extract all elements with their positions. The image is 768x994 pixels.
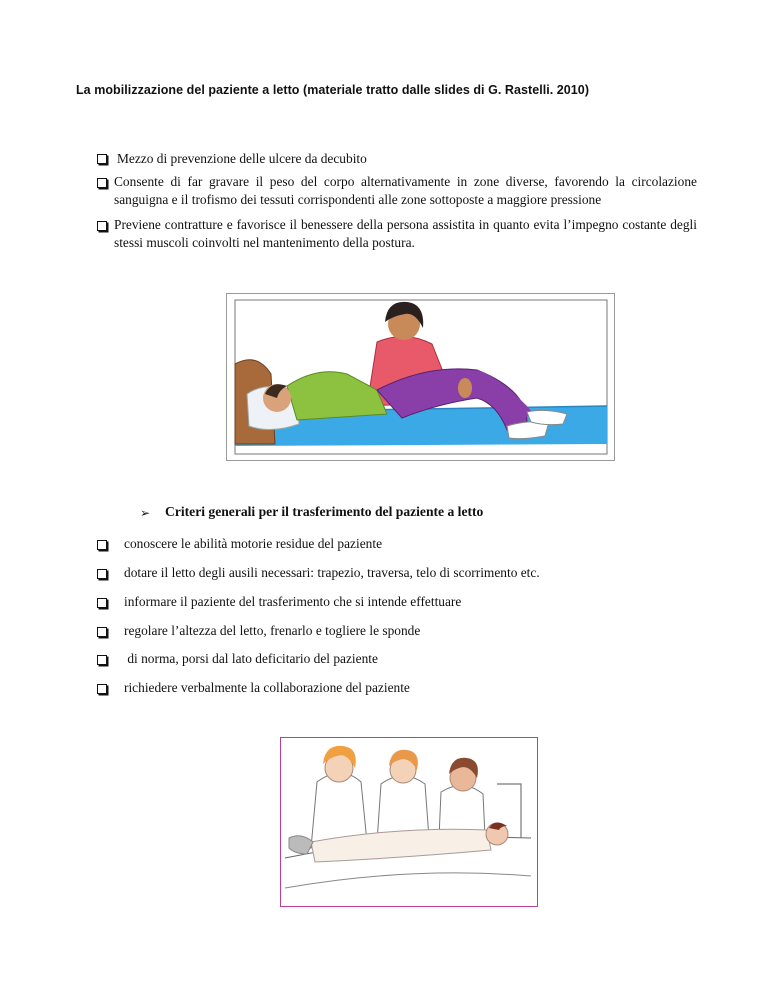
illustration-three-caregivers — [281, 738, 536, 905]
checkbox-icon — [97, 598, 107, 608]
checkbox-icon — [97, 154, 107, 164]
criteria-item: regolare l’altezza del letto, frenarlo e togliere le sponde — [124, 623, 421, 638]
criteria-item: informare il paziente del trasferimento che si intende effettuare — [124, 594, 462, 609]
criteria-item: dotare il letto degli ausili necessari: trapezio, traversa, telo di scorrimento etc. — [124, 565, 540, 580]
page-title: La mobilizzazione del paziente a letto (materiale tratto dalle slides di G. Rastelli. 2010) — [76, 83, 590, 97]
checkbox-icon — [97, 178, 107, 188]
criteria-item: di norma, porsi dal lato deficitario del paziente — [124, 651, 378, 666]
intro-item: Consente di far gravare il peso del corpo alternativamente in zone diverse, favorendo la circolazione sanguigna e il trofismo dei tessuti corrispondenti alle zone sottoposte a maggiore pressione — [114, 174, 697, 207]
checkbox-icon — [97, 627, 107, 637]
intro-item: Previene contratture e favorisce il benessere della persona assistita in quanto evita l’impegno costante degli stessi muscoli coinvolti nel mantenimento della postura. — [114, 217, 697, 250]
intro-item: Mezzo di prevenzione delle ulcere da decubito — [117, 151, 367, 166]
illustration-caregiver-knees — [227, 294, 614, 460]
section-heading: Criteri generali per il trasferimento del paziente a letto — [165, 504, 484, 519]
checkbox-icon — [97, 569, 107, 579]
checkbox-icon — [97, 540, 107, 550]
checkbox-icon — [97, 221, 107, 231]
criteria-item: richiedere verbalmente la collaborazione del paziente — [124, 680, 410, 695]
checkbox-icon — [97, 655, 107, 665]
criteria-item: conoscere le abilità motorie residue del paziente — [124, 536, 383, 551]
figure-patient-transfer — [280, 737, 538, 907]
arrowhead-icon: ➢ — [140, 506, 151, 520]
checkbox-icon — [97, 684, 107, 694]
figure-patient-mobilization — [226, 293, 615, 461]
